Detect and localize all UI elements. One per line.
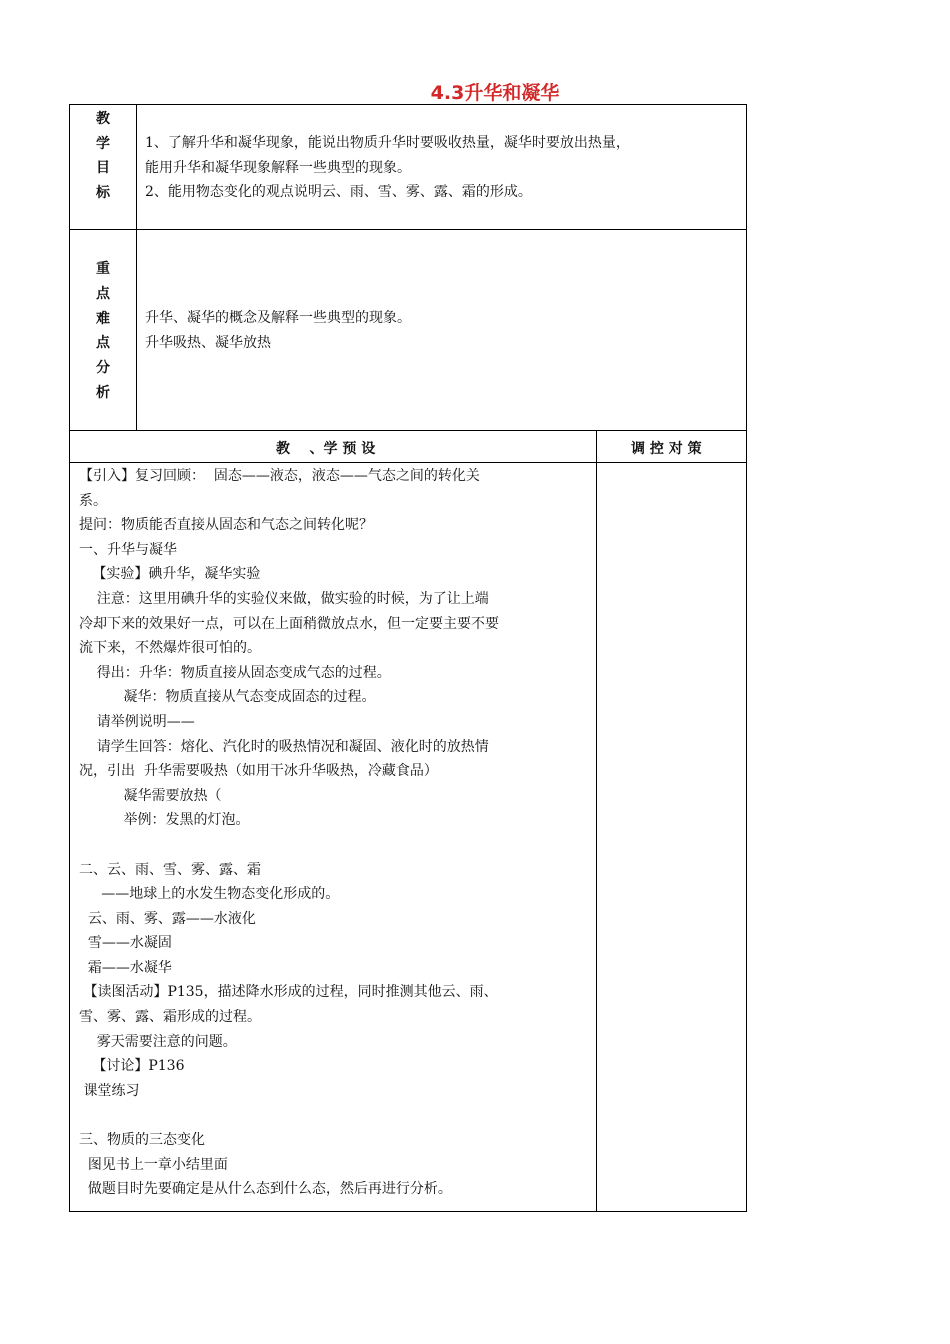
body-line: 凝华：物质直接从气态变成固态的过程。	[79, 689, 376, 706]
body-line	[79, 833, 499, 858]
key-points-line: 升华吸热、凝华放热	[145, 334, 271, 351]
body-line: 冷却下来的效果好一点，可以在上面稍微放点水，但一定要主要不要	[79, 615, 499, 632]
key-points-label-char: 析	[96, 384, 110, 401]
body-line: 雪——水凝固	[79, 935, 172, 952]
body-line: 课堂练习	[79, 1082, 140, 1099]
objectives-label-char: 标	[96, 184, 110, 201]
key-points-content	[145, 306, 411, 355]
body-line: 注意：这里用碘升华的实验仪来做，做实验的时候，为了让上端	[79, 590, 489, 607]
teaching-plan-body	[79, 464, 499, 1202]
body-line: 【实验】碘升华，凝华实验	[79, 566, 261, 583]
body-line: 【读图活动】P135，描述降水形成的过程，同时推测其他云、雨、	[79, 984, 498, 1001]
body-line: 请学生回答：熔化、汽化时的吸热情况和凝固、液化时的放热情	[79, 738, 489, 755]
row-divider-3	[69, 462, 747, 463]
body-line: 流下来，不然爆炸很可怕的。	[79, 640, 261, 657]
body-line: 三、物质的三态变化	[79, 1132, 205, 1149]
body-line: 一、升华与凝华	[79, 541, 177, 558]
objectives-content	[145, 131, 630, 205]
body-line: ——地球上的水发生物态变化形成的。	[79, 886, 340, 903]
row-divider-2	[69, 430, 747, 431]
body-line: 云、雨、雾、露——水液化	[79, 910, 256, 927]
adjust-strategy-header: 调 控 对 策	[631, 441, 702, 457]
body-line: 雾天需要注意的问题。	[79, 1033, 237, 1050]
body-line: 提问：物质能否直接从固态和气态之间转化呢？	[79, 517, 373, 534]
row-divider-1	[69, 229, 747, 230]
key-points-label-char: 分	[96, 360, 110, 377]
body-line: 雪、雾、露、霜形成的过程。	[79, 1009, 261, 1026]
body-line: 况，引出 升华需要吸热（如用干冰升华吸热，冷藏食品）	[79, 763, 438, 780]
body-line: 举例：发黑的灯泡。	[79, 812, 250, 829]
body-line	[79, 1103, 499, 1128]
adjust-column-divider	[596, 430, 597, 1212]
key-points-label-char: 点	[96, 335, 110, 352]
page-title: 4.3升华和凝华	[430, 82, 560, 104]
key-points-label-char: 重	[96, 261, 110, 277]
key-points-line: 升华、凝华的概念及解释一些典型的现象。	[145, 310, 411, 326]
body-line: 霜——水凝华	[79, 959, 172, 976]
body-line: 凝华需要放热（	[79, 787, 222, 804]
objectives-label-char: 教	[96, 111, 110, 127]
objectives-line: 能用升华和凝华现象解释一些典型的现象。	[145, 159, 411, 176]
key-points-label-char: 难	[96, 310, 110, 327]
key-points-label-char: 点	[96, 285, 110, 302]
objectives-line: 1、了解升华和凝华现象，能说出物质升华时要吸收热量，凝华时要放出热量，	[145, 135, 630, 151]
body-line: 二、云、雨、雪、雾、露、霜	[79, 861, 261, 878]
objectives-label-char: 目	[96, 160, 110, 176]
label-column-divider	[136, 104, 137, 430]
body-line: 【讨论】P136	[79, 1058, 185, 1075]
objectives-line: 2、能用物态变化的观点说明云、雨、雪、雾、露、霜的形成。	[145, 184, 532, 201]
body-line: 做题目时先要确定是从什么态到什么态，然后再进行分析。	[79, 1181, 452, 1198]
body-line: 请举例说明——	[79, 713, 195, 730]
objectives-label-char: 学	[96, 135, 110, 152]
key-points-label	[70, 257, 136, 406]
body-line: 得出：升华：物质直接从固态变成气态的过程。	[79, 664, 391, 681]
teaching-plan-header: 教 、学 预 设	[276, 441, 376, 457]
body-line: 图见书上一章小结里面	[79, 1156, 228, 1173]
objectives-label	[70, 107, 136, 205]
body-line: 系。	[79, 492, 107, 509]
body-line: 【引入】复习回顾： 固态——液态，液态——气态之间的转化关	[79, 468, 480, 484]
